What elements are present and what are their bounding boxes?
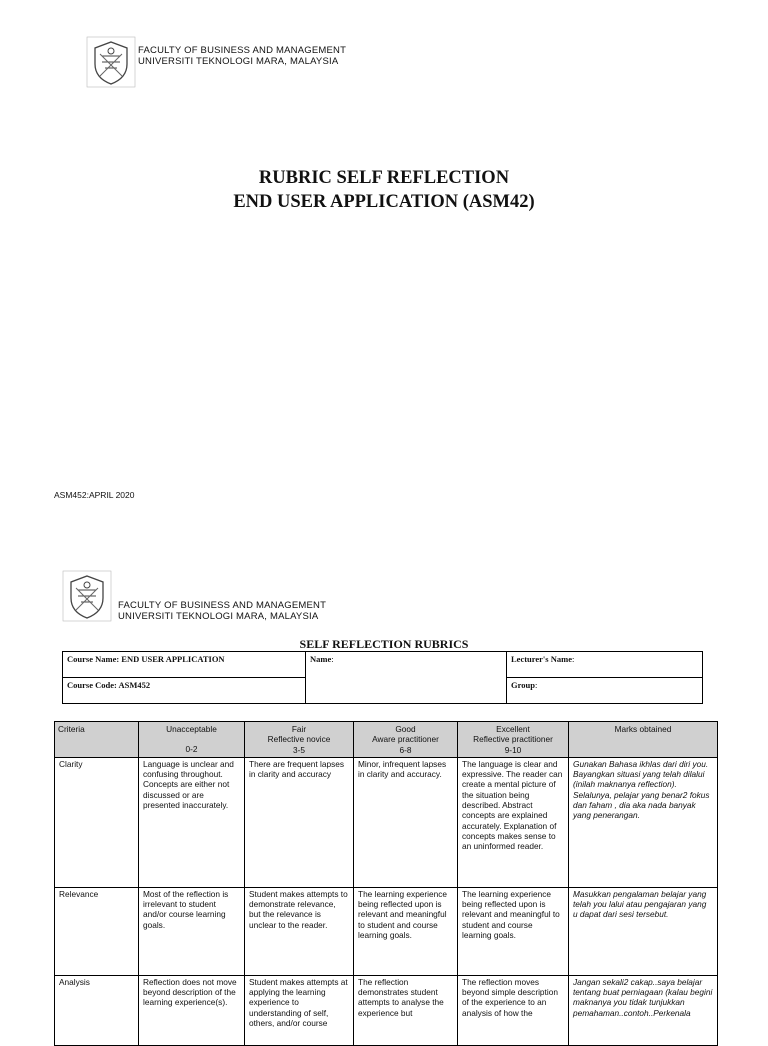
good-cell: The reflection demonstrates student attempts to analyse the experience but [354, 975, 458, 1045]
faculty-header-2 [118, 600, 326, 622]
lecturer-value: : [571, 654, 575, 664]
faculty-name: FACULTY OF BUSINESS AND MANAGEMENT [138, 45, 347, 56]
criteria-cell: Analysis [55, 975, 139, 1045]
header-criteria: Criteria [55, 722, 139, 758]
marks-cell: Gunakan Bahasa ikhlas dari diri you. Bayangkan situasi yang telah dilalui (inilah maknanya reflection). Selalunya, pelajar yang benar2 fokus dan faham , dia aka nada banyak yang penerangan. [569, 757, 718, 887]
document-title [0, 166, 768, 214]
course-info-table [62, 651, 703, 704]
faculty-name-2: FACULTY OF BUSINESS AND MANAGEMENT [118, 600, 327, 611]
group-value: : [534, 680, 538, 690]
fair-cell: There are frequent lapses in clarity and accuracy [245, 757, 354, 887]
group-cell [507, 678, 703, 704]
rubric-row-relevance [55, 887, 718, 975]
uitm-crest-icon [62, 570, 112, 622]
marks-cell: Masukkan pengalaman belajar yang telah you lalui atau pengajaran yang u dapat dari sesi tersebut. [569, 887, 718, 975]
uitm-crest-icon [86, 36, 136, 88]
course-code-label: Course Code [67, 680, 114, 690]
header-good: Good Aware practitioner 6-8 [354, 722, 458, 758]
name-value: : [331, 654, 334, 664]
course-code-cell [63, 678, 306, 704]
header-excellent: Excellent Reflective practitioner 9-10 [458, 722, 569, 758]
rubric-table [54, 721, 718, 1046]
fair-cell: Student makes attempts to demonstrate relevance, but the relevance is unclear to the reader. [245, 887, 354, 975]
good-cell: The learning experience being reflected upon is relevant and meaningful to student and course learning goals. [354, 887, 458, 975]
header-marks: Marks obtained [569, 722, 718, 758]
university-name-2: UNIVERSITI TEKNOLOGI MARA, MALAYSIA [118, 611, 319, 622]
rubrics-title: SELF REFLECTION RUBRICS [299, 637, 469, 651]
header-unacceptable: Unacceptable 0-2 [139, 722, 245, 758]
excellent-cell: The learning experience being reflected upon is relevant and meaningful to student and course learning goals. [458, 887, 569, 975]
rubric-header-row [55, 722, 718, 758]
course-name-label: Course Name [67, 654, 117, 664]
unacceptable-cell: Language is unclear and confusing throughout. Concepts are either not discussed or are presented inaccurately. [139, 757, 245, 887]
criteria-cell: Clarity [55, 757, 139, 887]
name-cell [306, 652, 507, 704]
unacceptable-cell: Reflection does not move beyond description of the learning experience(s). [139, 975, 245, 1045]
course-code-value: : ASM452 [113, 680, 151, 690]
course-name-cell [63, 652, 306, 678]
university-name: UNIVERSITI TEKNOLOGI MARA, MALAYSIA [138, 56, 339, 67]
title-line-1: RUBRIC SELF REFLECTION [258, 168, 510, 188]
excellent-cell: The language is clear and expressive. The reader can create a mental picture of the situation being described. Abstract concepts are explained accurately. Explanation of concepts makes sense to an uninformed reader. [458, 757, 569, 887]
good-cell: Minor, infrequent lapses in clarity and accuracy. [354, 757, 458, 887]
name-label: Name [310, 654, 332, 664]
rubric-row-clarity [55, 757, 718, 887]
header-fair: Fair Reflective novice 3-5 [245, 722, 354, 758]
lecturer-cell [507, 652, 703, 678]
title-line-2: END USER APPLICATION (ASM42) [233, 192, 535, 212]
marks-cell: Jangan sekali2 cakap..saya belajar tentang buat perniagaan (kalau begini maknanya you tidak tunjukkan pemahaman..contoh..Perkenala [569, 975, 718, 1045]
rubric-row-analysis [55, 975, 718, 1045]
group-label: Group [511, 680, 535, 690]
criteria-cell: Relevance [55, 887, 139, 975]
fair-cell: Student makes attempts at applying the learning experience to understanding of self, others, and/or course [245, 975, 354, 1045]
course-name-value: : END USER APPLICATION [116, 654, 225, 664]
unacceptable-cell: Most of the reflection is irrelevant to student and/or course learning goals. [139, 887, 245, 975]
excellent-cell: The reflection moves beyond simple description of the experience to an analysis of how the [458, 975, 569, 1045]
lecturer-label: Lecturer's Name [511, 654, 572, 664]
faculty-header [138, 45, 346, 67]
footer-code: ASM452:APRIL 2020 [54, 490, 135, 500]
